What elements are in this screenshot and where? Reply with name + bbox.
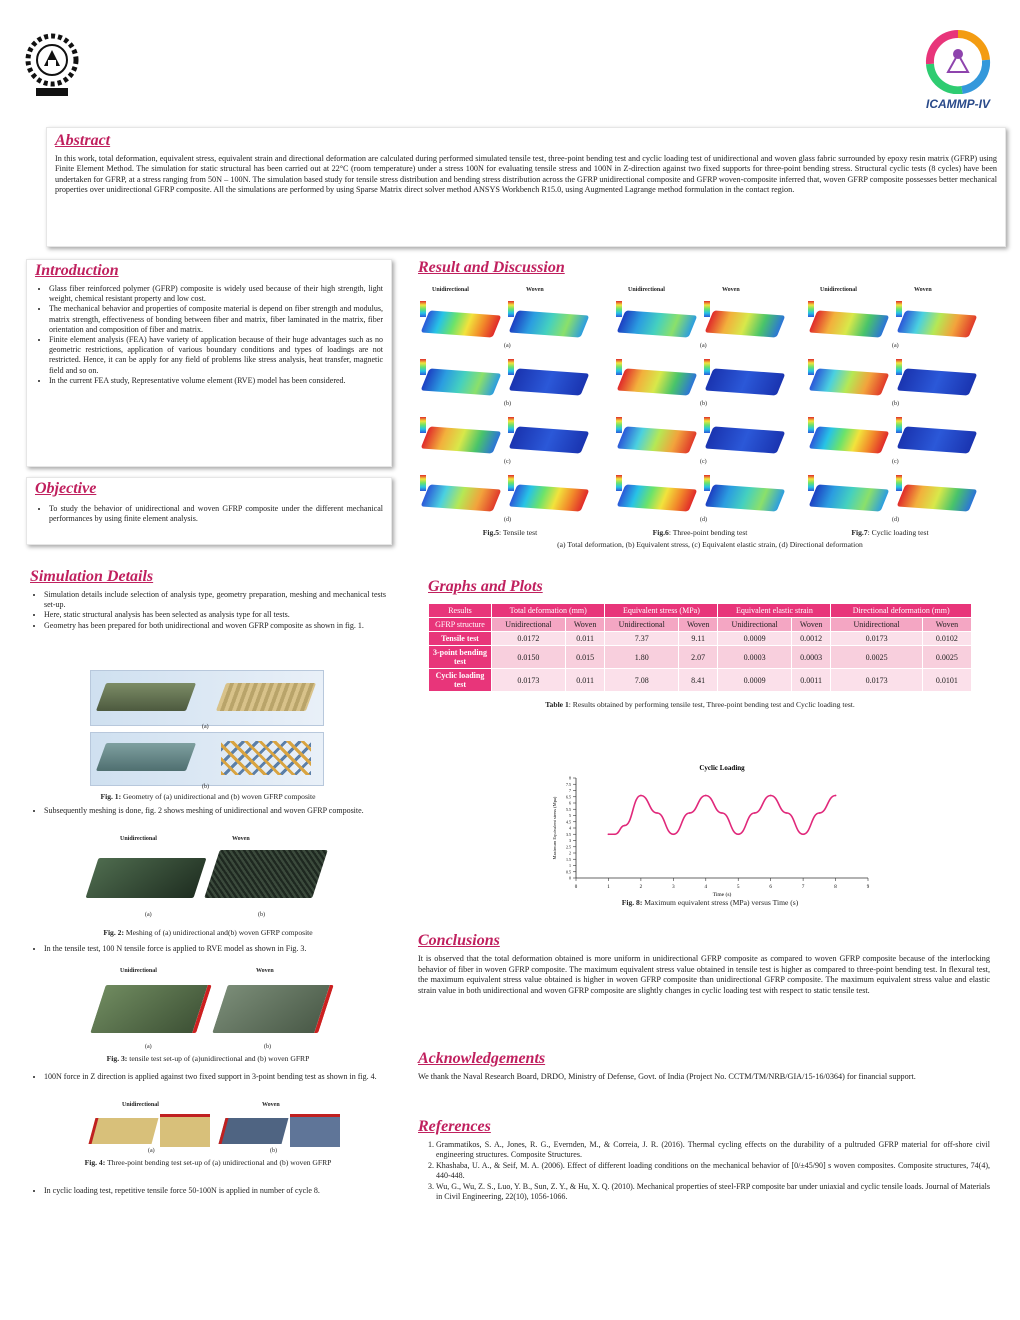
introduction-title: Introduction <box>35 262 119 279</box>
list-item: • Subsequently meshing is done, fig. 2 shows meshing of unidirectional and woven GFRP composite. <box>44 806 386 816</box>
results-table <box>428 603 972 692</box>
fig1-label-b: (b) <box>202 784 209 790</box>
fig2-image-b <box>204 850 328 898</box>
list-item: • Finite element analysis (FEA) have variety of application because of their huge advantages such as no geometric restrictions, application of various boundary conditions and types of loadings are not restricted. Hence, it can be apply for any field of problems like stress analysis, heat transfer, magnetic field and so on. <box>49 335 383 376</box>
results-legend: (a) Total deformation, (b) Equivalent stress, (c) Equivalent elastic strain, (d) Directional deformation <box>557 540 863 549</box>
simulation-section <box>30 568 386 631</box>
reference-item: 1. Grammatikos, S. A., Jones, R. G., Evernden, M., & Correia, J. R. (2016). Thermal cycling effects on the durability of a pultruded GFRP material for off-shore civil engineering structures. Composite Structures. <box>436 1140 990 1161</box>
fea-row-label: (b) <box>504 401 511 407</box>
fea-row-label: (c) <box>892 459 899 465</box>
fea-row-label: (d) <box>892 517 899 523</box>
y-tick-label: 0.5 <box>566 869 571 875</box>
fea-contour-plot <box>617 310 698 337</box>
y-tick-label: 4.5 <box>566 819 571 825</box>
y-tick-label: 3.5 <box>566 831 571 837</box>
fea-legend-swatch <box>704 475 710 491</box>
table-subheader: Unidirectional <box>718 618 792 632</box>
fea-col-head-wov: Woven <box>722 287 740 293</box>
table-header: Total deformation (mm) <box>492 604 605 618</box>
fea-legend-swatch <box>808 475 814 491</box>
fig4-head-uni: Unidirectional <box>122 1102 159 1108</box>
data-point <box>770 795 772 797</box>
data-point <box>624 825 626 827</box>
fea-contour-plot <box>705 426 786 453</box>
fig4-image-b1 <box>219 1118 289 1144</box>
fea-contour-plot <box>809 426 890 453</box>
table-row-label: Cyclic loading test <box>429 669 492 692</box>
abstract-title: Abstract <box>55 132 111 149</box>
fig1-caption: Fig. 1: Geometry of (a) unidirectional and (b) woven GFRP composite <box>100 792 316 801</box>
data-point <box>656 812 658 814</box>
fig3-caption: Fig. 3: tensile test set-up of (a)unidirectional and (b) woven GFRP <box>106 1054 310 1063</box>
fea-contour-plot <box>617 368 698 395</box>
fea-legend-swatch <box>704 417 710 433</box>
table-cell: 0.0009 <box>718 632 792 646</box>
list-item: • To study the behavior of unidirectional and woven GFRP composite under the different mechanical performances by using finite element analysis. <box>49 504 383 524</box>
y-tick-label: 2.5 <box>566 844 571 850</box>
fea-legend-swatch <box>808 359 814 375</box>
list-item: • Glass fiber reinforced polymer (GFRP) composite is widely used because of their high strength, light weight, chemical resistant property and low cost. <box>49 284 383 304</box>
fea-legend-swatch <box>896 359 902 375</box>
fig2-label-b: (b) <box>258 912 265 918</box>
fea-contour-plot <box>897 310 978 337</box>
table-row <box>429 632 972 646</box>
table-cell: 0.0102 <box>922 632 971 646</box>
data-point <box>689 812 691 814</box>
table-cell: 7.08 <box>605 669 679 692</box>
fig3-label-a: (a) <box>145 1044 152 1050</box>
table-row <box>429 646 972 669</box>
x-tick-label: 4 <box>704 885 708 890</box>
list-item: • In the current FEA study, Representative volume element (RVE) model has been considered. <box>49 376 383 386</box>
conference-logo <box>918 24 998 114</box>
fea-contour-plot <box>421 484 502 511</box>
fig2-caption: Fig. 2: Meshing of (a) unidirectional and(b) woven GFRP composite <box>103 928 313 937</box>
data-point <box>818 812 820 814</box>
fig3-image-b <box>212 985 334 1033</box>
table-cell: 0.0173 <box>831 632 922 646</box>
fea-contour-plot <box>617 426 698 453</box>
fea-legend-swatch <box>808 417 814 433</box>
abstract-panel <box>46 127 1006 247</box>
fea-legend-swatch <box>508 475 514 491</box>
fea-col-head-wov: Woven <box>526 287 544 293</box>
simulation-section-3 <box>30 944 386 954</box>
table-subheader: Woven <box>922 618 971 632</box>
y-tick-label: 5 <box>569 813 571 818</box>
fig2-label-a: (a) <box>145 912 152 918</box>
fea-legend-swatch <box>616 301 622 317</box>
fig2-head-uni: Unidirectional <box>120 836 157 842</box>
fea-legend-swatch <box>420 475 426 491</box>
data-point <box>705 795 707 797</box>
fig1-image-b <box>90 732 324 786</box>
fea-contour-plot <box>509 368 590 395</box>
data-point <box>672 833 674 835</box>
table-cell: 7.37 <box>605 632 679 646</box>
table-cell: 0.0101 <box>922 669 971 692</box>
fea-contour-plot <box>897 368 978 395</box>
fea-row-label: (b) <box>892 401 899 407</box>
fig4-image-a2 <box>160 1114 210 1147</box>
fea-contour-plot <box>617 484 698 511</box>
x-tick-label: 1 <box>607 885 610 890</box>
fig6-caption: Fig.6: Three-point bending test <box>652 528 748 537</box>
fea-legend-swatch <box>896 301 902 317</box>
y-tick-label: 2 <box>569 850 571 856</box>
fig4-label-b: (b) <box>270 1148 277 1154</box>
x-tick-label: 3 <box>672 885 675 890</box>
table-cell: 0.0003 <box>791 646 830 669</box>
list-item: • Here, static structural analysis has been selected as analysis type for all tests. <box>44 610 386 620</box>
fea-contour-plot <box>809 484 890 511</box>
table-header: Equivalent elastic strain <box>718 604 831 618</box>
table-cell: 0.0025 <box>922 646 971 669</box>
table-cell: 0.0173 <box>492 669 566 692</box>
table-cell: 0.0003 <box>718 646 792 669</box>
data-point <box>737 833 739 835</box>
institute-logo <box>22 30 82 100</box>
table-header: Results <box>429 604 492 618</box>
fig4-label-a: (a) <box>148 1148 155 1154</box>
x-tick-label: 8 <box>834 885 837 890</box>
table-cell: 1.80 <box>605 646 679 669</box>
fea-legend-swatch <box>508 417 514 433</box>
list-item: • In cyclic loading test, repetitive tensile force 50-100N is applied in number of cycle 8. <box>44 1186 386 1196</box>
fea-contour-plot <box>809 368 890 395</box>
list-item: • In the tensile test, 100 N tensile force is applied to RVE model as shown in Fig. 3. <box>44 944 386 954</box>
table-cell: 0.0150 <box>492 646 566 669</box>
fea-legend-swatch <box>704 301 710 317</box>
table-header: Directional deformation (mm) <box>831 604 972 618</box>
table-header: Equivalent stress (MPa) <box>605 604 718 618</box>
cyclic-loading-chart <box>548 760 888 900</box>
table-cell: 0.011 <box>565 669 605 692</box>
table-caption: Table 1: Results obtained by performing tensile test, Three-point bending test and Cyclic loading test. <box>545 700 855 709</box>
fea-row-label: (a) <box>504 343 511 349</box>
x-tick-label: 2 <box>639 885 643 890</box>
fea-contour-plot <box>509 310 590 337</box>
table-cell: 0.0011 <box>791 669 830 692</box>
conclusions-title: Conclusions <box>418 932 500 949</box>
introduction-panel <box>26 259 392 467</box>
list-item: • The mechanical behavior and properties of composite material is depend on fiber strength and modulus, matrix strength, effectiveness of bonding between fiber and matrix, fiber laminated in the matrix, fiber orientation and composition of fiber and matrix. <box>49 304 383 335</box>
fea-row-label: (a) <box>700 343 707 349</box>
fea-contour-plot <box>509 484 590 511</box>
table-cell: 0.0173 <box>831 669 922 692</box>
acknowledgements-title: Acknowledgements <box>418 1050 546 1067</box>
fig1-label-a: (a) <box>202 724 209 730</box>
fea-legend-swatch <box>704 359 710 375</box>
introduction-list <box>35 284 383 386</box>
table-cell: 0.0172 <box>492 632 566 646</box>
objective-title: Objective <box>35 480 97 497</box>
y-tick-label: 7.5 <box>566 781 571 787</box>
fig4-caption: Fig. 4: Three-point bending test set-up of (a) unidirectional and (b) woven GFRP <box>84 1158 332 1167</box>
fea-legend-swatch <box>420 359 426 375</box>
fea-row-label: (b) <box>700 401 707 407</box>
y-tick-label: 3 <box>569 838 571 843</box>
table-cell: 2.07 <box>678 646 717 669</box>
data-point <box>608 833 610 835</box>
fea-legend-swatch <box>616 417 622 433</box>
data-point <box>786 812 788 814</box>
objective-panel <box>26 477 392 545</box>
fig1-image-a <box>90 670 324 726</box>
fig2-image-a <box>86 858 207 898</box>
results-title: Result and Discussion <box>418 259 565 276</box>
fig7-caption: Fig.7: Cyclic loading test <box>851 528 929 537</box>
graphs-section <box>428 578 988 596</box>
fea-legend-swatch <box>616 475 622 491</box>
fig3-label-b: (b) <box>264 1044 271 1050</box>
conclusions-section <box>418 932 990 996</box>
list-item: • 100N force in Z direction is applied against two fixed support in 3-point bending test as shown in fig. 4. <box>44 1072 386 1082</box>
fig4-image-a1 <box>89 1118 159 1144</box>
fig3-head-uni: Unidirectional <box>120 968 157 974</box>
x-axis-label: Time (s) <box>712 892 732 898</box>
fea-col-head-uni: Unidirectional <box>820 287 857 293</box>
table-cell: 0.0009 <box>718 669 792 692</box>
fig3-head-wov: Woven <box>256 968 274 974</box>
y-tick-label: 0 <box>569 875 571 881</box>
series-line <box>608 796 835 835</box>
conclusions-text: It is observed that the total deformation obtained is more uniform in unidirectional GFRP composite as compared to woven GFRP composite because of the interlocking behavior of fiber in woven GFRP composite. The maximum equivalent stress value obtained in tensile test is higher as compared to three-point bending test. In flexural test, the maximum equivalent stress value obtained is higher in woven GFRP composite than unidirectional GFRP composite. The maximum equivalent stress value and elastic strain value in both unidirectional and woven GFRP composite are slightly changes in cyclic loading test with respect to static tensile test. <box>418 954 990 995</box>
fea-row-label: (d) <box>504 517 511 523</box>
table-row <box>429 669 972 692</box>
data-point <box>802 833 804 835</box>
reference-item: 2. Khashaba, U. A., & Seif, M. A. (2006). Effect of different loading conditions on the mechanical behavior of [0/±45/90] s woven composites. Composite structures, 74(4), 440-448. <box>436 1161 990 1182</box>
table-header: GFRP structure <box>429 618 492 632</box>
y-tick-label: 6 <box>569 800 571 806</box>
fea-col-head-uni: Unidirectional <box>628 287 665 293</box>
data-point <box>721 812 723 814</box>
fea-contour-plot <box>705 310 786 337</box>
x-tick-label: 0 <box>574 885 578 890</box>
fea-contour-plot <box>509 426 590 453</box>
list-item: • Geometry has been prepared for both unidirectional and woven GFRP composite as shown in fig. 1. <box>44 621 386 631</box>
results-table-wrap <box>428 603 972 709</box>
fea-contour-plot <box>897 426 978 453</box>
data-point <box>835 795 837 797</box>
list-item: • Simulation details include selection of analysis type, geometry preparation, meshing and mechanical tests set-up. <box>44 590 386 610</box>
reference-item: 3. Wu, G., Wu, Z. S., Luo, Y. B., Sun, Z. Y., & Hu, X. Q. (2010). Mechanical properties of steel-FRP composite bar under uniaxial and cyclic tensile loads. Journal of Materials in Civil Engineering, 22(10), 1056-1066. <box>436 1182 990 1203</box>
table-row-label: 3-point bending test <box>429 646 492 669</box>
table-row-label: Tensile test <box>429 632 492 646</box>
acknowledgements-text: We thank the Naval Research Board, DRDO, Ministry of Defense, Govt. of India (Project No. CCTM/TM/NRB/GIA/15-16/0364) for financial support. <box>418 1072 916 1081</box>
y-tick-label: 8 <box>569 775 571 781</box>
chart-title: Cyclic Loading <box>699 764 745 772</box>
table-subheader: Unidirectional <box>605 618 679 632</box>
references-section <box>418 1118 990 1202</box>
fea-row-label: (c) <box>504 459 511 465</box>
table-cell: 0.0012 <box>791 632 830 646</box>
fig4-head-wov: Woven <box>262 1102 280 1108</box>
fea-contour-plot <box>421 368 502 395</box>
table-cell: 0.011 <box>565 632 605 646</box>
y-tick-label: 7 <box>569 788 571 793</box>
conference-logo-text: ICAMMP-IV <box>926 97 990 111</box>
y-tick-label: 4 <box>569 825 571 831</box>
fea-legend-swatch <box>808 301 814 317</box>
fea-legend-swatch <box>508 301 514 317</box>
table-subheader: Woven <box>678 618 717 632</box>
graphs-title: Graphs and Plots <box>428 578 543 595</box>
table-subheader: Unidirectional <box>492 618 566 632</box>
table-cell: 0.0025 <box>831 646 922 669</box>
y-tick-label: 1.5 <box>566 856 571 862</box>
data-point <box>614 833 616 835</box>
x-tick-label: 9 <box>866 885 870 890</box>
fig8-caption: Fig. 8: Maximum equivalent stress (MPa) versus Time (s) <box>621 898 799 907</box>
fea-row-label: (c) <box>700 459 707 465</box>
fea-legend-swatch <box>420 417 426 433</box>
data-point <box>640 795 642 797</box>
fea-legend-swatch <box>896 417 902 433</box>
fea-col-head-wov: Woven <box>914 287 932 293</box>
abstract-text: In this work, total deformation, equivalent stress, equivalent strain and directional deformation are calculated during performed simulated tensile test, three-point bending test and cyclic loading test of unidirectional and woven glass fabric surrounded by epoxy resin matrix (GFRP) using Finite Element Method. The simulation for static structural has been carried out at 22°C (room temperature) under a stress 100N for evaluating tensile stress and 100N in Z-direction against two fixed supports for three-point bending stress. Structural cyclic tests (8 cycles) have been undertaken for GFRP, at a stress ranging from 50N – 100N. The simulation based study for tensile stress distribution and bending stress distribution across the GFRP unidirectional composite and GFRP woven-composite inferred that, woven GFRP composite possesses better mechanical properties over unidirectional GFRP composite. All the simulations are performed by using Sparse Matrix direct solver method ANSYS Workbench R15.0, using Augmented Lagrange method formulation in the contact region. <box>55 154 997 195</box>
simulation-section-5 <box>30 1186 386 1196</box>
fea-contour-plot <box>421 310 502 337</box>
fea-legend-swatch <box>616 359 622 375</box>
x-tick-label: 6 <box>769 885 772 890</box>
fea-contour-plot <box>809 310 890 337</box>
fig2-head-wov: Woven <box>232 836 250 842</box>
table-subheader: Woven <box>565 618 605 632</box>
simulation-section-2 <box>30 806 386 816</box>
acknowledgements-section <box>418 1050 990 1083</box>
y-tick-label: 6.5 <box>566 794 571 800</box>
fea-legend-swatch <box>508 359 514 375</box>
x-tick-label: 7 <box>801 885 805 890</box>
table-cell: 8.41 <box>678 669 717 692</box>
simulation-title: Simulation Details <box>30 568 154 585</box>
data-point <box>754 812 756 814</box>
fea-row-label: (d) <box>700 517 707 523</box>
table-cell: 0.015 <box>565 646 605 669</box>
fig3-image-a <box>90 985 212 1033</box>
fea-results-grid <box>418 285 1000 525</box>
references-title: References <box>418 1118 491 1135</box>
fig5-caption: Fig.5: Tensile test <box>482 528 538 537</box>
simulation-section-4 <box>30 1072 386 1082</box>
fea-contour-plot <box>897 484 978 511</box>
table-subheader: Woven <box>791 618 830 632</box>
fea-legend-swatch <box>420 301 426 317</box>
y-tick-label: 1 <box>569 863 571 868</box>
y-tick-label: 5.5 <box>566 806 571 812</box>
fea-row-label: (a) <box>892 343 899 349</box>
fea-contour-plot <box>705 368 786 395</box>
y-axis-label: Maximum Equivalent stress (Mpa) <box>552 796 557 860</box>
fea-contour-plot <box>421 426 502 453</box>
fea-legend-swatch <box>896 475 902 491</box>
fea-col-head-uni: Unidirectional <box>432 287 469 293</box>
table-subheader: Unidirectional <box>831 618 922 632</box>
table-cell: 9.11 <box>678 632 717 646</box>
x-tick-label: 5 <box>736 885 740 890</box>
fea-contour-plot <box>705 484 786 511</box>
fig4-image-b2 <box>290 1114 340 1147</box>
